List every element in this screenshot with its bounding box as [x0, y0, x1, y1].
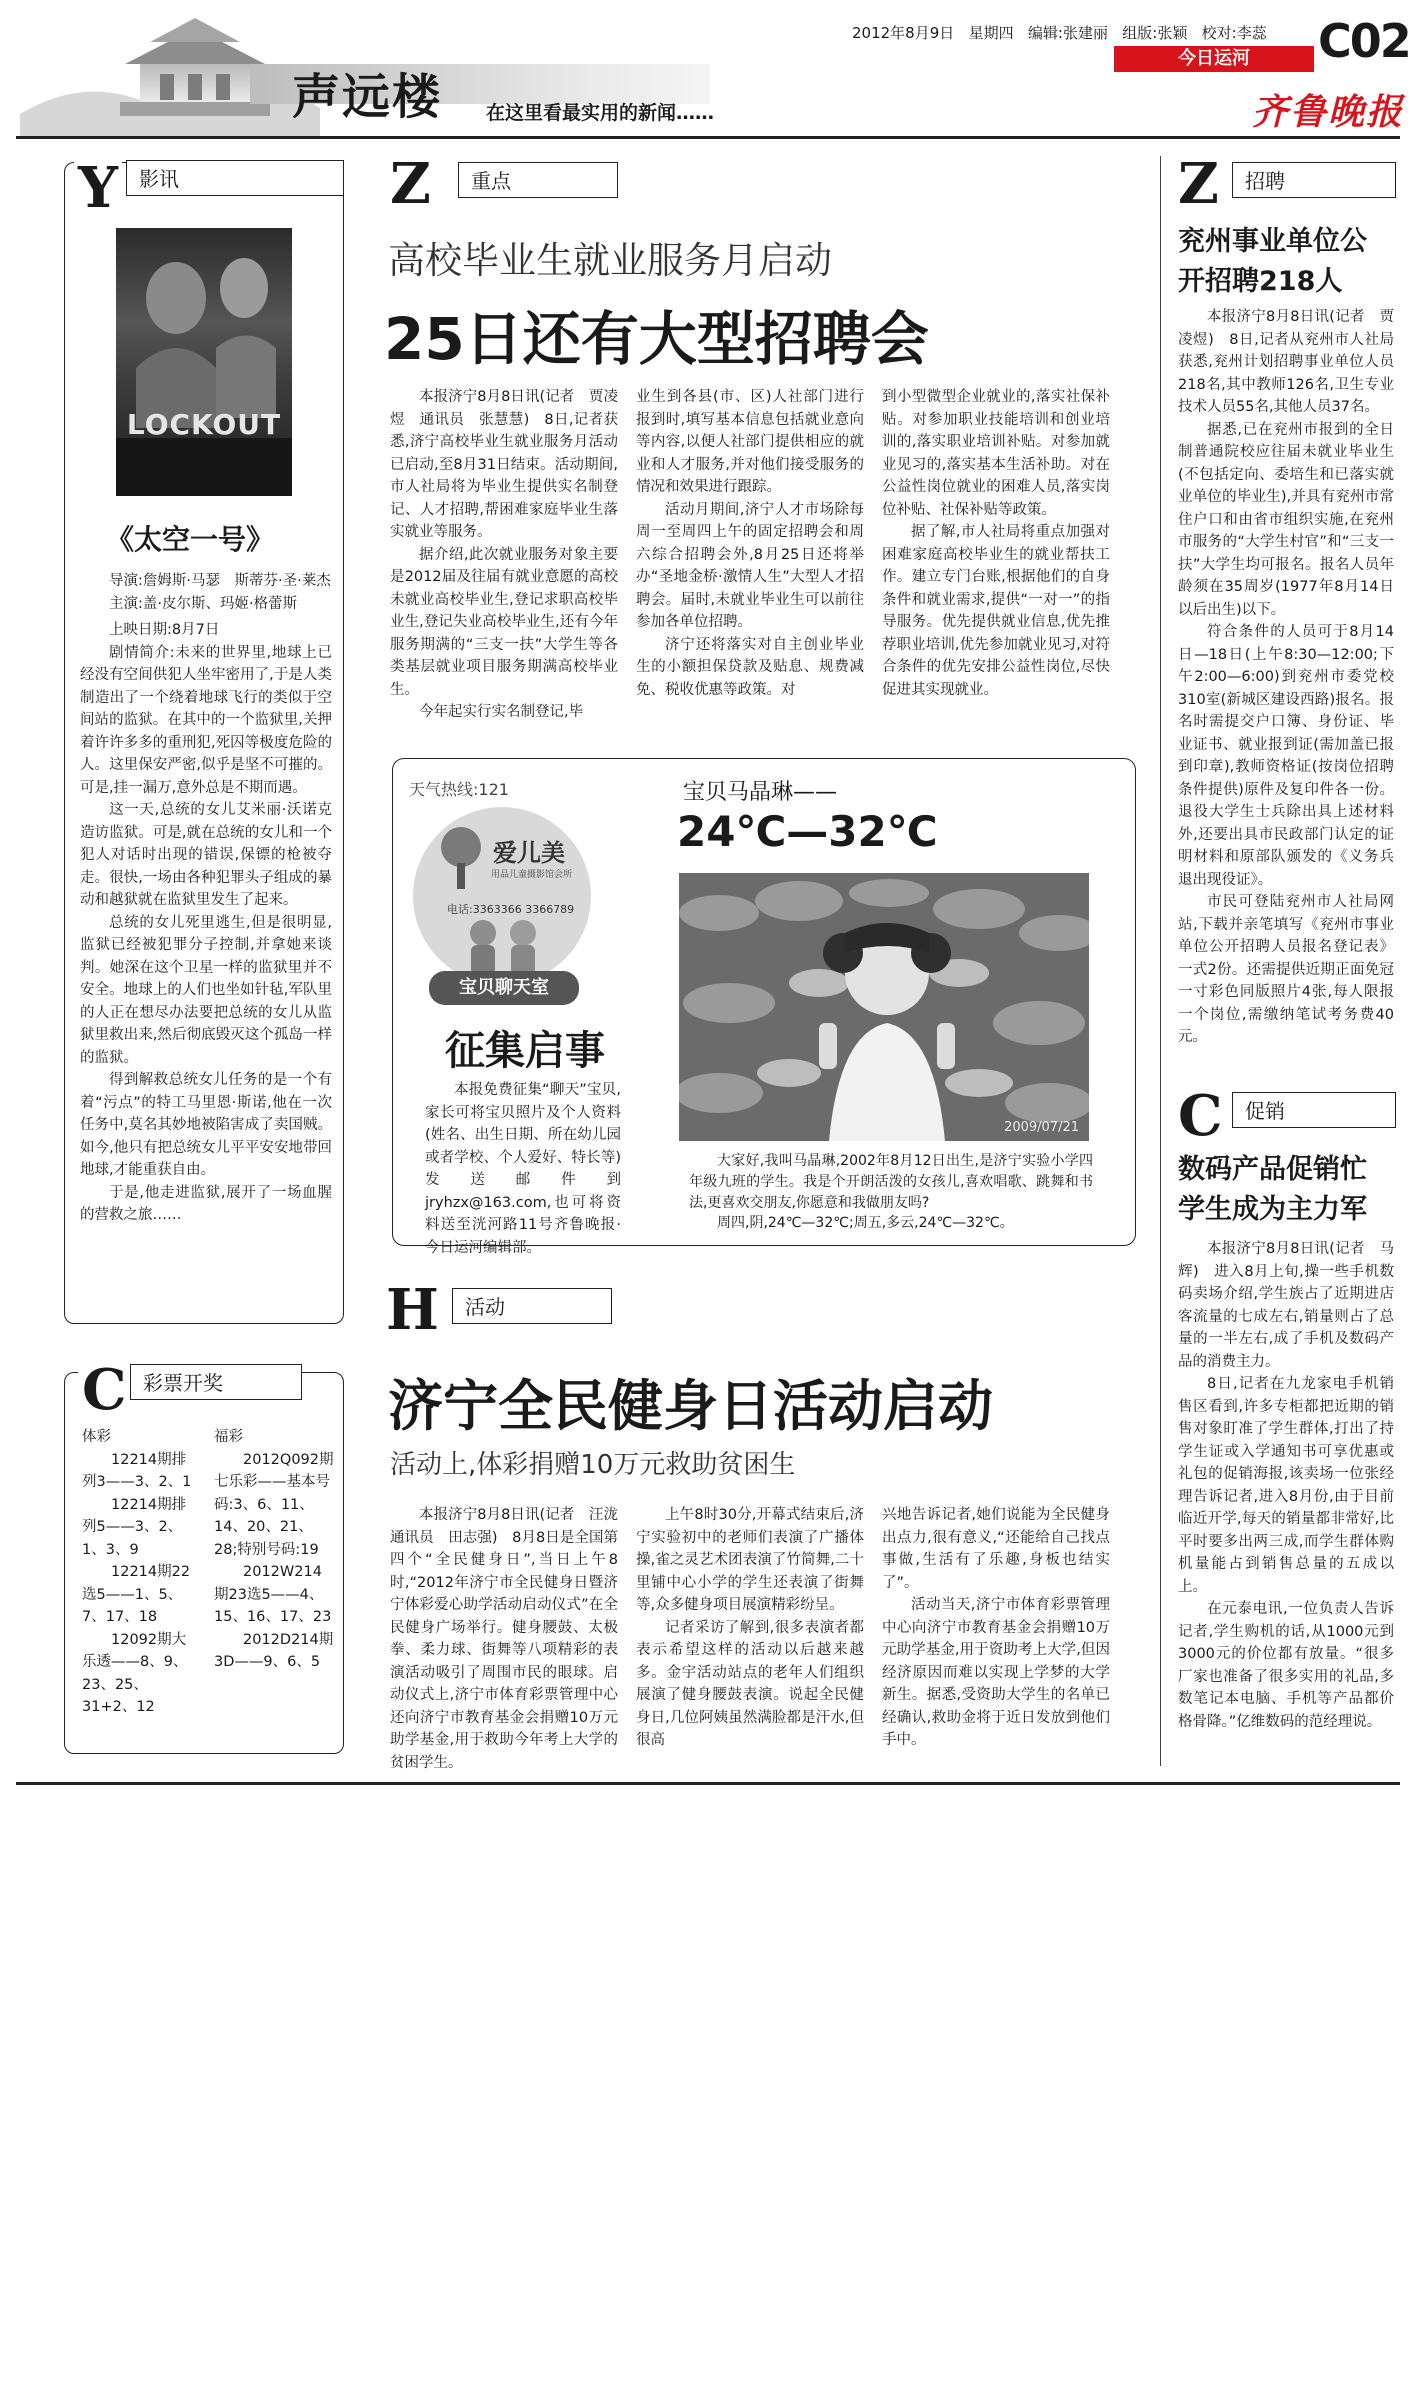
jobs-col-1	[390, 386, 618, 724]
jobs-subhead: 高校毕业生就业服务月启动	[388, 239, 832, 282]
right-column-rule	[1160, 156, 1161, 1766]
sponsor-subtitle: 用品儿童摄影馆会所	[491, 870, 573, 880]
lotus-field-icon	[679, 873, 1089, 1141]
jobs-paragraph: 业生到各县(市、区)人社部门进行报到时,填写基本信息包括就业意向等内容,以便人社部门提供相应的就业和人才服务,并对他们接受服务的情况和效果进行跟踪。	[636, 389, 864, 495]
lottery-entry: 2012D214期3D——9、6、5	[214, 1631, 334, 1670]
film-paragraph: 这一天,总统的女儿艾米丽·沃诺克造访监狱。可是,就在总统的女儿和一个犯人对话时出现的错误,保镖的枪被夺走。很快,一场由各种犯罪头子组成的暴动和越狱就在监狱里发生了起来。	[80, 802, 332, 908]
promo-paragraph: 本报济宁8月8日讯(记者 马辉) 进入8月上旬,操一些手机数码卖场介绍,学生族占了近期进店客流量的七成左右,销量则占了总量的一半左右,成了手机及数码产品的消费主力。	[1178, 1241, 1394, 1370]
layout-credit: 组版:张颖	[1122, 24, 1188, 42]
issue-weekday: 星期四	[968, 24, 1014, 42]
jobs-paragraph: 今年起实行实名制登记,毕	[419, 704, 584, 720]
section-letter: C	[78, 1362, 131, 1418]
editor-credit: 编辑:张建丽	[1027, 24, 1108, 42]
baby-photo	[679, 873, 1089, 1141]
film-director: 导演:詹姆斯·马瑟 斯蒂芬·圣·莱杰	[109, 573, 331, 589]
fitness-col-2	[636, 1504, 864, 1752]
jobs-paragraph: 活动月期间,济宁人才市场除每周一至周四上午的固定招聘会和周六综合招聘会外,8月25日还将举办“圣地金桥·激情人生”大型人才招聘会。届时,未就业毕业生可以前往参加各单位招聘。	[636, 501, 864, 630]
section-label: 促销	[1232, 1092, 1396, 1128]
recruit-paragraph: 本报济宁8月8日讯(记者 贾凌煜) 8日,记者从兖州市人社局获悉,兖州计划招聘事业单位人员218名,其中教师126名,卫生专业技术人员55名,其他人员37名。	[1178, 309, 1394, 415]
tree-logo-icon	[431, 823, 491, 893]
lottery-entry: 福彩	[214, 1429, 243, 1445]
fitness-paragraph: 记者采访了解到,很多表演者都表示希望这样的活动以后越来越多。金宇活动站点的老年人们组织展演了健身腰鼓表演。说起全民健身日,几位阿姨虽然满脸都是汗水,但很高	[636, 1619, 864, 1748]
recruit-body	[1178, 306, 1394, 1049]
jobs-paragraph: 到小型微型企业就业的,落实社保补贴。对参加职业技能培训和创业培训的,落实职业培训补贴。对参加就业见习的,落实基本生活补助。对在公益性岗位就业的困难人员,落实岗位补贴、社保补贴等政策。	[882, 389, 1110, 518]
recruit-paragraph: 据悉,已在兖州市报到的全日制普通院校应往届未就业毕业生(不包括定向、委培生和已落实就业单位的毕业生),并具有兖州市常住户口和由省市组织实施,在兖州市服务的“大学生村官”和“三支一扶”大学生均可报名。报名人员年龄须在35周岁(1977年8月14日以后出生)以下。	[1178, 421, 1394, 618]
lottery-entry: 2012W214期23选5——4、15、16、17、23	[214, 1564, 332, 1625]
movie-poster	[116, 228, 292, 496]
fitness-paragraph: 活动当天,济宁市体育彩票管理中心向济宁市教育基金会捐赠10万元助学基金,用于资助考上大学,但因经济原因而难以实现上学梦的大学新生。据悉,受资助大学生的名单已经确认,救助金将于近日发放到他们手中。	[882, 1597, 1110, 1748]
lottery-entry: 2012Q092期七乐彩——基本号码:3、6、11、14、20、21、28;特别号码:19	[214, 1451, 334, 1558]
jobs-col-3	[882, 386, 1110, 701]
fitness-paragraph: 上午8时30分,开幕式结束后,济宁实验初中的老师们表演了广播体操,雀之灵艺术团表演了竹简舞,二十里铺中心小学的学生还表演了街舞等,众多健身项目展演精彩纷呈。	[636, 1507, 864, 1613]
page-number: C02	[1318, 14, 1410, 68]
sponsor-phone: 电话:3363366 3366789	[447, 903, 575, 916]
photo-date-stamp: 2009/07/21	[1004, 1120, 1079, 1135]
section-label: 招聘	[1232, 162, 1396, 198]
notice-body: 本报免费征集“聊天”宝贝,家长可将宝贝照片及个人资料(姓名、出生日期、所在幼儿园或者学校、个人爱好、特长等)发送邮件到jryhzx@163.com,也可将资料送至洸河路11号齐鲁晚报·今日运河编辑部。	[425, 1082, 621, 1256]
section-tag: 今日运河	[1114, 46, 1314, 72]
temperature-range: 24℃—32℃	[677, 807, 938, 856]
film-credits	[80, 570, 332, 1227]
section-label: 重点	[458, 162, 618, 198]
masthead-logo: 齐鲁晚报	[1252, 91, 1405, 133]
film-paragraph: 得到解救总统女儿任务的是一个有着“污点”的特工马里恩·斯诺,他在一次任务中,莫名其妙地被陷害成了卖国贼。如今,他只有把总统女儿平平安安地带回地球,才能重获自由。	[80, 1072, 332, 1178]
lottery-col-sports	[82, 1426, 200, 1719]
jobs-paragraph: 本报济宁8月8日讯(记者 贾凌煜 通讯员 张慧慧) 8日,记者获悉,济宁高校毕业生就业服务月活动已启动,至8月31日结束。活动期间,市人社局将为毕业生提供实名制登记、人才招聘,帮困难家庭毕业生落实就业等服务。	[390, 389, 618, 540]
issue-date: 2012年8月9日	[852, 24, 955, 42]
promo-headline: 数码产品促销忙学生成为主力军	[1178, 1154, 1367, 1225]
section-letter: Y	[74, 160, 122, 216]
film-release: 上映日期:8月7日	[109, 622, 220, 638]
page-bottom-rule	[16, 1782, 1400, 1785]
promo-paragraph: 8日,记者在九龙家电手机销售区看到,许多专柜都把近期的销售对象盯准了学生群体,打出了持学生证或入学通知书可享优惠或礼包的促销海报,该卖场一位张经理告诉记者,进入8月份,由于目前临近开学,每天的销量都非常好,比平时要多出两三成,而学生群体购机量能占到销售总量的五成以上。	[1178, 1376, 1394, 1595]
section-letter: C	[1178, 1083, 1223, 1149]
recruit-paragraph: 市民可登陆兖州市人社局网站,下载并亲笔填写《兖州市事业单位公开招聘人员报名登记表》一式2份。还需提供近期正面免冠一寸彩色同版照片4张,每人限报一个岗位,需缴纳笔试考务费40元。	[1178, 894, 1394, 1045]
fitness-paragraph: 本报济宁8月8日讯(记者 汪泷 通讯员 田志强) 8月8日是全国第四个“全民健身日”,当日上午8时,“2012年济宁市全民健身日暨济宁体彩爱心助学活动启动仪式”在全民健身广场举行。健身腰鼓、太极拳、柔力球、街舞等八项精彩的表演活动吸引了周围市民的眼球。启动仪式上,济宁市体育彩票管理中心还向济宁市教育基金会捐赠10万元助学基金,用于救助今年考上大学的贫困学生。	[390, 1507, 633, 1771]
fitness-col-1	[390, 1504, 633, 1774]
header-meta	[852, 22, 1267, 43]
proof-credit: 校对:李蕊	[1201, 24, 1267, 42]
weather-hotline: 天气热线:121	[409, 780, 509, 799]
column-name: 声远楼	[292, 69, 443, 125]
lottery-entry: 12214期排列3——3、2、1	[82, 1451, 192, 1490]
children-figures-icon	[453, 915, 553, 975]
jobs-paragraph: 济宁还将落实对自主创业毕业生的小额担保贷款及贴息、规费减免、税收优惠等政策。对	[636, 636, 864, 698]
recruit-paragraph: 符合条件的人员可于8月14日—18日(上午8:30—12:00;下午2:00—6:00)到兖州市委党校310室(新城区建设西路)报名。报名时需提交户口簿、身份证、毕业证书、就业报到证(需加盖已报到印章),教师资格证(按岗位招聘条件提供)原件及复印件各一份。退役大学生士兵除出具上述材料外,还要出具市民政部门认定的证明材料和原部队颁发的《义务兵退出现役证》。	[1178, 624, 1394, 888]
page-header	[0, 0, 1417, 140]
section-letter: H	[386, 1277, 439, 1343]
fitness-headline: 济宁全民健身日活动启动	[388, 1374, 994, 1438]
poster-caption: LOCKOUT	[126, 408, 282, 441]
lottery-entry: 体彩	[82, 1429, 111, 1445]
lottery-entry: 12214期22选5——1、5、7、17、18	[82, 1564, 191, 1625]
chatroom-badge: 宝贝聊天室	[429, 971, 579, 1005]
column-slogan: 在这里看最实用的新闻……	[486, 102, 715, 124]
jobs-headline: 25日还有大型招聘会	[384, 305, 929, 373]
film-title: 《太空一号》	[106, 523, 275, 556]
section-letter: Z	[1178, 151, 1219, 217]
notice-title: 征集启事	[445, 1028, 605, 1074]
jobs-paragraph: 据介绍,此次就业服务对象主要是2012届及往届有就业意愿的高校未就业高校毕业生,登记求职高校毕业生,登记失业高校毕业生,还有今年服务期满的“三支一扶”大学生等各类基层就业项目服务期满高校毕业生。	[390, 546, 618, 698]
section-label: 影讯	[126, 160, 344, 196]
lottery-col-welfare	[214, 1426, 334, 1674]
section-label: 彩票开奖	[130, 1364, 302, 1400]
lottery-entry: 12092期大乐透——8、9、23、25、31+2、12	[82, 1631, 188, 1715]
lottery-entry: 12214期排列5——3、2、1、3、9	[82, 1496, 187, 1558]
weather-forecast: 周四,阴,24℃—32℃;周五,多云,24℃—32℃。	[717, 1215, 1014, 1231]
baby-intro: 大家好,我叫马晶琳,2002年8月12日出生,是济宁实验小学四年级九班的学生。我是个开朗活泼的女孩儿,喜欢唱歌、跳舞和书法,更喜欢交朋友,你愿意和我做朋友吗?	[689, 1153, 1093, 1211]
promo-body	[1178, 1238, 1394, 1733]
fitness-subhead: 活动上,体彩捐赠10万元救助贫困生	[390, 1450, 796, 1480]
fitness-col-3	[882, 1504, 1110, 1752]
fitness-paragraph: 兴地告诉记者,她们说能为全民健身出点力,很有意义,“还能给自己找点事做,生活有了乐趣,身板也结实了”。	[882, 1507, 1110, 1591]
film-paragraph: 剧情简介:未来的世界里,地球上已经没有空间供犯人坐牢密用了,于是人类制造出了一个绕着地球飞行的类似于空间站的监狱。在其中的一个监狱里,关押着许许多多的重刑犯,死囚等极度危险的人。这里保安严密,似乎是坚不可摧的。可是,挂一漏万,意外总是不期而遇。	[80, 644, 332, 796]
section-letter: Z	[390, 151, 431, 217]
poster-figures-icon	[116, 228, 292, 496]
header-rule	[16, 136, 1400, 139]
jobs-col-2	[636, 386, 864, 701]
film-paragraph: 于是,他走进监狱,展开了一场血腥的营救之旅……	[80, 1184, 332, 1223]
jobs-paragraph: 据了解,市人社局将重点加强对困难家庭高校毕业生的就业帮扶工作。建立专门台账,根据他们的自身条件和就业需求,提供“一对一”的指导服务。优先提供就业信息,优先推荐职业培训,优先参加就业见习,对符合条件的优先安排公益性岗位,尽快促进其实现就业。	[882, 524, 1110, 698]
section-label: 活动	[452, 1288, 612, 1324]
film-paragraph: 总统的女儿死里逃生,但是很明显,监狱已经被犯罪分子控制,并拿她来谈判。她深在这个卫星一样的监狱里并不安全。地球上的人们也坐如针毡,军队里的人正在想尽办法要把总统的女儿从监狱里救出来,然后彻底毁灭这个孤岛一样的监狱。	[80, 914, 332, 1066]
recruit-headline: 兖州事业单位公开招聘218人	[1178, 226, 1367, 297]
film-cast: 主演:盖·皮尔斯、玛姬·格蕾斯	[109, 595, 298, 612]
promo-paragraph: 在元泰电讯,一位负责人告诉记者,学生购机的话,从1000元到3000元的价位都有放量。“很多厂家也准备了很多实用的礼品,多数笔记本电脑、手机等产品都价格骨降。”亿维数码的范经理说。	[1178, 1601, 1394, 1730]
baby-name: 宝贝马晶琳——	[683, 780, 838, 805]
baby-notice-box	[392, 758, 1136, 1256]
sponsor-brand: 爱儿美	[493, 839, 565, 867]
sponsor-logo	[413, 807, 591, 985]
